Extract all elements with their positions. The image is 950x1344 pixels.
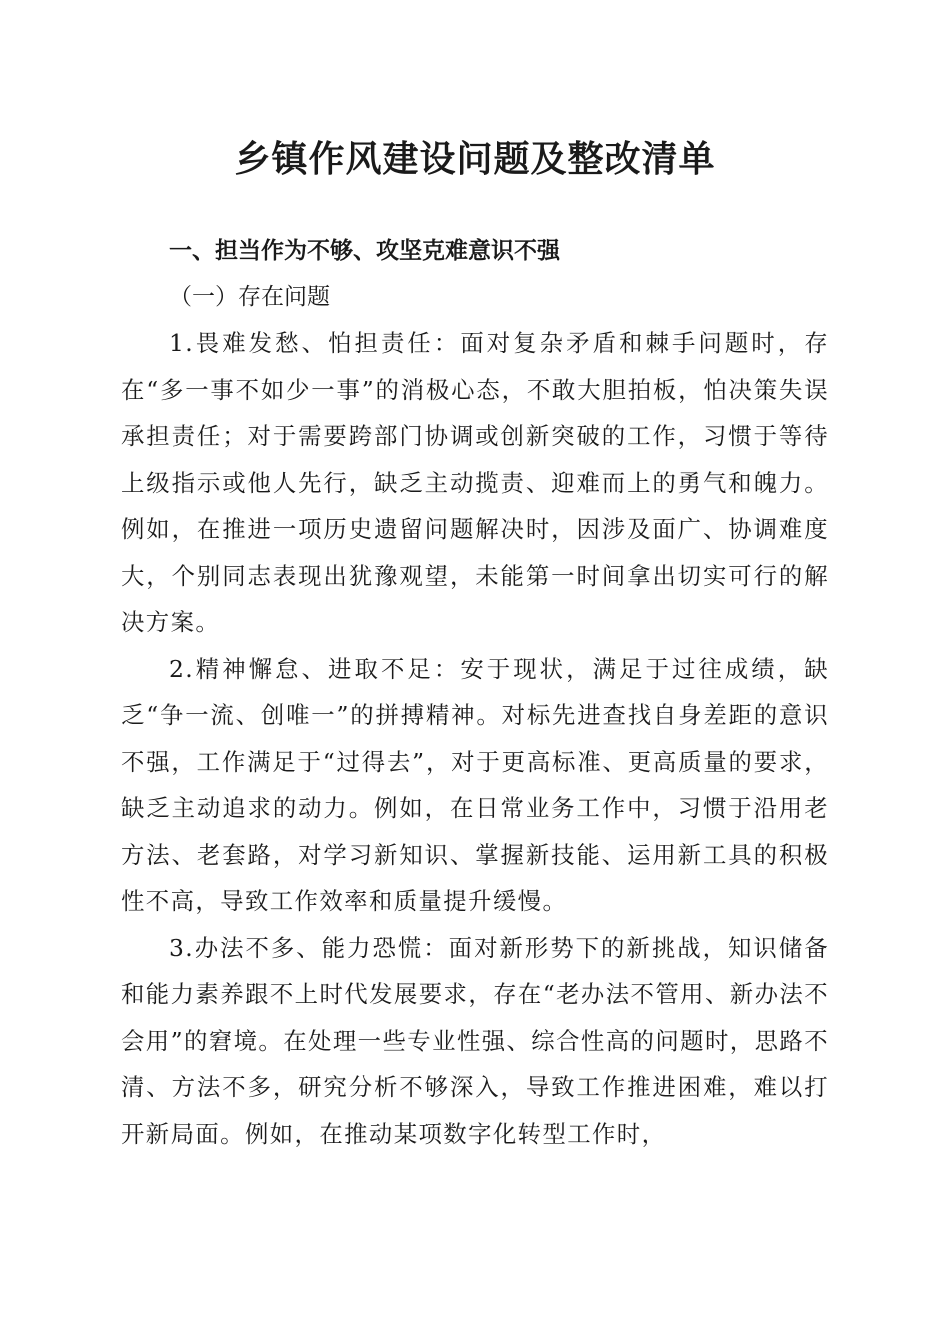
document-title: 乡镇作风建设问题及整改清单 (234, 138, 716, 180)
section-heading: 一、担当作为不够、攻坚克难意识不强 (169, 238, 560, 264)
paragraph-2: 2.精神懈怠、进取不足：安于现状，满足于过往成绩，缺乏“争一流、创唯一”的拼搏精神。对标先进查找自身差距的意识不强，工作满足于“过得去”，对于更高标准、更高质量的要求，缺乏主动追求的动力。例如，在日常业务工作中，习惯于沿用老方法、老套路，对学习新知识、掌握新技能、运用新工具的积极性不高，导致工作效率和质量提升缓慢。 (121, 654, 829, 915)
document-body (121, 228, 829, 1157)
paragraph-3: 3.办法不多、能力恐慌：面对新形势下的新挑战，知识储备和能力素养跟不上时代发展要求，存在“老办法不管用、新办法不会用”的窘境。在处理一些专业性强、综合性高的问题时，思路不清、方法不多，研究分析不够深入，导致工作推进困难，难以打开新局面。例如，在推动某项数字化转型工作时， (121, 933, 829, 1148)
paragraph-1: 1.畏难发愁、怕担责任：面对复杂矛盾和棘手问题时，存在“多一事不如少一事”的消极心态，不敢大胆拍板，怕决策失误承担责任；对于需要跨部门协调或创新突破的工作，习惯于等待上级指示或他人先行，缺乏主动揽责、迎难而上的勇气和魄力。例如，在推进一项历史遗留问题解决时，因涉及面广、协调难度大，个别同志表现出犹豫观望，未能第一时间拿出切实可行的解决方案。 (121, 329, 829, 636)
section-subheading: （一）存在问题 (169, 284, 330, 310)
